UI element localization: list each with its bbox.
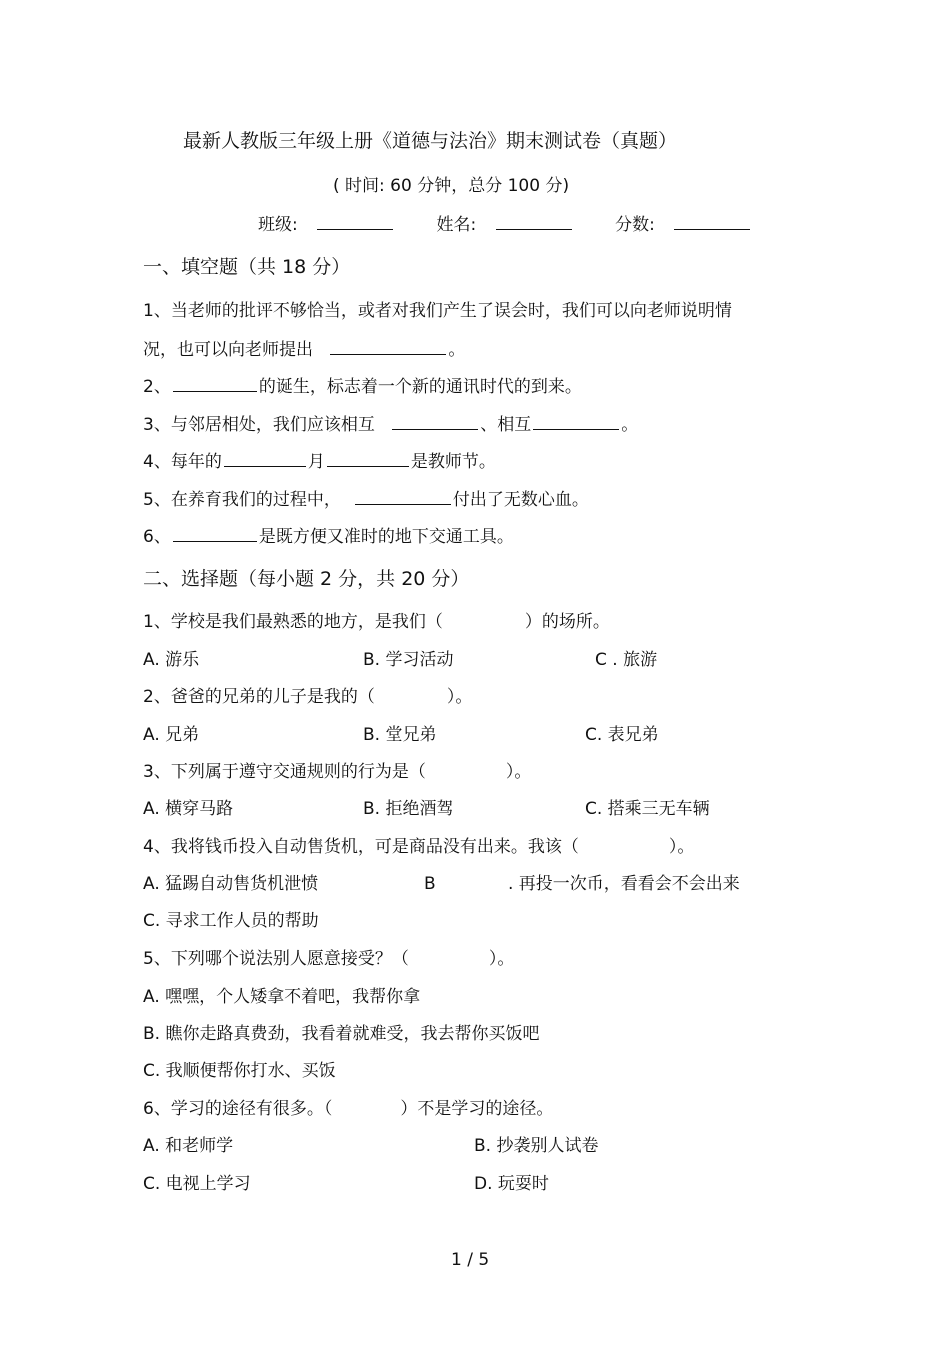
cq1-stem-end: ）的场所。: [524, 612, 610, 632]
cq6-stem-end: ）不是学习的途径。: [400, 1099, 554, 1119]
cq2-option-b[interactable]: B. 堂兄弟: [363, 725, 437, 745]
section2-heading: 二、选择题（每小题 2 分，共 20 分）: [143, 568, 470, 590]
cq2-stem: 2、爸爸的兄弟的儿子是我的（: [143, 687, 375, 707]
fill-question-2: [143, 374, 582, 398]
choice-question-1: [143, 611, 610, 633]
q5-text: 5、在养育我们的过程中，: [143, 490, 341, 510]
cq3-option-c[interactable]: C. 搭乘三无车辆: [585, 799, 710, 819]
cq6-option-a[interactable]: A. 和老师学: [143, 1136, 234, 1156]
cq6-stem: 6、学习的途径有很多。（: [143, 1099, 333, 1119]
cq6-option-b[interactable]: B. 抄袭别人试卷: [474, 1136, 599, 1156]
fill-question-4: [143, 449, 496, 473]
cq2-option-c[interactable]: C. 表兄弟: [585, 725, 659, 745]
q2-blank[interactable]: [173, 374, 257, 392]
exam-title: 最新人教版三年级上册《道德与法治》期末测试卷（真题）: [183, 130, 678, 152]
cq2-stem-end: ）。: [446, 687, 473, 707]
q3-text: 3、与邻居相处，我们应该相互: [143, 415, 375, 435]
q4-end: 是教师节。: [410, 452, 496, 472]
q1-end: 。: [448, 340, 466, 360]
q2-text: 的诞生，标志着一个新的通讯时代的到来。: [258, 377, 582, 397]
q1-text: 况，也可以向老师提出: [143, 340, 313, 360]
q4-blank-day[interactable]: [327, 449, 409, 467]
student-info-row: [258, 212, 752, 236]
cq4-stem: 4、我将钱币投入自动售货机，可是商品没有出来。我该（: [143, 837, 579, 857]
cq4-option-b-text[interactable]: . 再投一次币，看看会不会出来: [508, 874, 740, 894]
q6-text: 是既方便又准时的地下交通工具。: [258, 527, 514, 547]
cq5-option-c[interactable]: C. 我顺便帮你打水、买饭: [143, 1061, 336, 1081]
cq3-stem: 3、下列属于遵守交通规则的行为是（: [143, 762, 426, 782]
fill-question-3: [143, 412, 638, 436]
cq2-option-a[interactable]: A. 兄弟: [143, 725, 200, 745]
cq6-option-c[interactable]: C. 电视上学习: [143, 1174, 251, 1194]
cq3-option-b[interactable]: B. 拒绝酒驾: [363, 799, 454, 819]
cq1-option-b[interactable]: B. 学习活动: [363, 650, 454, 670]
cq1-option-c[interactable]: C . 旅游: [595, 650, 658, 670]
cq4-option-a[interactable]: A. 猛踢自动售货机泄愤: [143, 874, 319, 894]
cq1-stem: 1、学校是我们最熟悉的地方，是我们（: [143, 612, 443, 632]
cq4-stem-end: ）。: [668, 837, 695, 857]
fill-question-6: [143, 524, 514, 548]
cq4-option-b-letter[interactable]: B: [424, 874, 436, 894]
q5-blank[interactable]: [355, 487, 451, 505]
q6-number: 6、: [143, 527, 171, 547]
class-blank[interactable]: [317, 212, 393, 230]
q4-text: 4、每年的: [143, 452, 222, 472]
fill-question-1-line2: [143, 337, 465, 361]
exam-subtitle: ( 时间: 60 分钟，总分 100 分): [333, 176, 570, 196]
choice-question-2: [143, 686, 472, 708]
choice-question-5: [143, 948, 514, 970]
cq5-stem-end: ）。: [488, 949, 515, 969]
section1-heading: 一、填空题（共 18 分）: [143, 256, 351, 278]
q3-blank-1[interactable]: [392, 412, 478, 430]
cq5-stem: 5、下列哪个说法别人愿意接受？（: [143, 949, 409, 969]
choice-question-3: [143, 761, 531, 783]
cq1-option-a[interactable]: A. 游乐: [143, 650, 200, 670]
name-blank[interactable]: [496, 212, 572, 230]
q6-blank[interactable]: [173, 524, 257, 542]
q3-mid: 、相互: [480, 415, 532, 435]
choice-question-6: [143, 1098, 553, 1120]
q5-end: 付出了无数心血。: [452, 490, 589, 510]
q3-blank-2[interactable]: [533, 412, 619, 430]
cq3-option-a[interactable]: A. 横穿马路: [143, 799, 234, 819]
q2-number: 2、: [143, 377, 171, 397]
class-label: 班级:: [258, 215, 298, 235]
q4-blank-month[interactable]: [224, 449, 306, 467]
q1-blank[interactable]: [330, 337, 446, 355]
fill-question-5: [143, 487, 589, 511]
name-label: 姓名:: [436, 215, 477, 235]
score-label: 分数:: [615, 215, 655, 235]
cq5-option-b[interactable]: B. 瞧你走路真费劲，我看着就难受，我去帮你买饭吧: [143, 1024, 540, 1044]
q4-month: 月: [307, 452, 325, 472]
cq4-option-c[interactable]: C. 寻求工作人员的帮助: [143, 911, 319, 931]
choice-question-4: [143, 836, 694, 858]
cq3-stem-end: ）。: [505, 762, 532, 782]
q3-end: 。: [621, 415, 639, 435]
fill-question-1-line1: 1、当老师的批评不够恰当，或者对我们产生了误会时，我们可以向老师说明情: [143, 301, 732, 321]
score-blank[interactable]: [674, 212, 750, 230]
page-number: 1 / 5: [451, 1250, 490, 1270]
cq5-option-a[interactable]: A. 嘿嘿，个人矮拿不着吧，我帮你拿: [143, 987, 421, 1007]
cq6-option-d[interactable]: D. 玩耍时: [474, 1174, 549, 1194]
